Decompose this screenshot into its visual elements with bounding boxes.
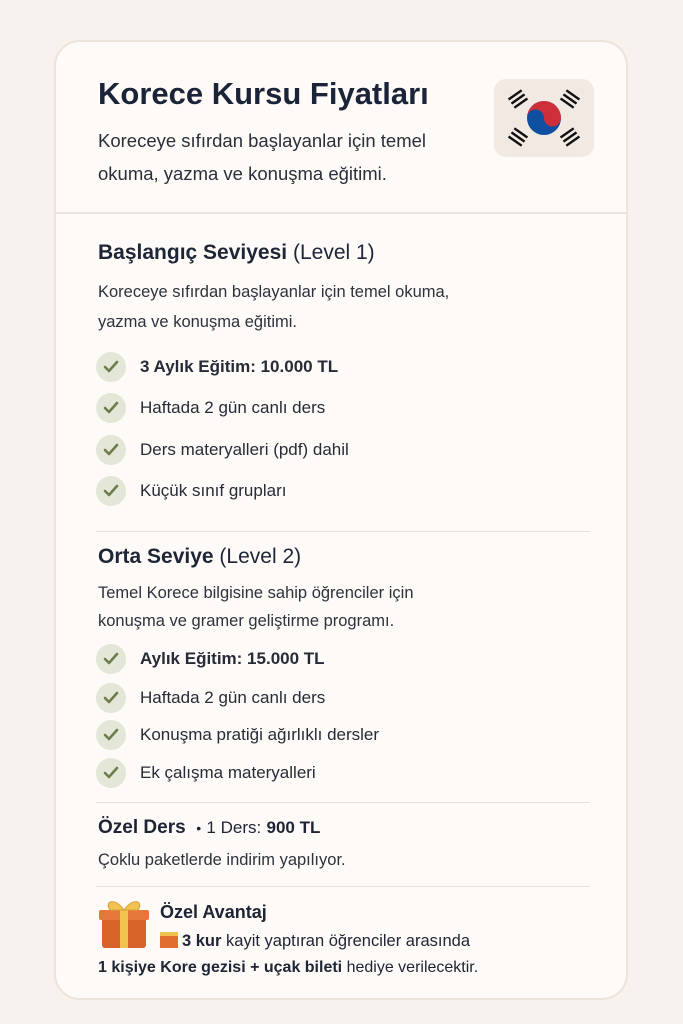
- feature-item: [96, 758, 316, 788]
- bonus-line-2: 1 kişiye Kore gezisi + uçak bileti hediye verilecektir.: [98, 959, 479, 976]
- level2-desc-2: konuşma ve gramer geliştirme programı.: [98, 612, 395, 630]
- pricing-card: [54, 40, 628, 1000]
- gift-icon: [96, 894, 152, 955]
- feature-text: Aylık Eğitim: 15.000 TL: [140, 649, 325, 668]
- feature-text: Ek çalışma materyalleri: [140, 763, 316, 782]
- private-lesson-desc: Çoklu paketlerde indirim yapılıyor.: [98, 851, 346, 869]
- level2-desc-1: Temel Korece bilgisine sahip öğrenciler için: [98, 584, 414, 602]
- feature-item: [96, 435, 349, 465]
- feature-item: [96, 393, 325, 423]
- feature-text: Haftada 2 gün canlı ders: [140, 688, 326, 707]
- divider: [96, 802, 590, 803]
- feature-item: [96, 352, 338, 382]
- check-icon: [96, 435, 126, 465]
- subtitle-line-1: Koreceye sıfırdan başlayanlar için temel: [98, 130, 427, 151]
- feature-text: Konuşma pratiği ağırlıklı dersler: [140, 725, 380, 744]
- feature-item: [96, 644, 325, 674]
- level1-heading: Başlangıç Seviyesi (Level 1): [98, 241, 375, 264]
- feature-item: [96, 476, 286, 506]
- level2-heading: Orta Seviye (Level 2): [98, 545, 302, 568]
- header-divider: [56, 212, 626, 214]
- divider: [96, 531, 590, 532]
- feature-text: Haftada 2 gün canlı ders: [140, 398, 326, 417]
- check-icon: [96, 352, 126, 382]
- bonus-line-1: 3 kur kayit yaptıran öğrenciler arasında: [160, 932, 470, 951]
- feature-item: [96, 720, 379, 750]
- private-lesson-heading: Özel Ders • 1 Ders: 900 TL: [98, 817, 321, 838]
- feature-text: 3 Aylık Eğitim: 10.000 TL: [140, 357, 339, 376]
- divider: [96, 886, 590, 887]
- check-icon: [96, 393, 126, 423]
- small-gift-icon: [160, 932, 178, 948]
- level1-desc-2: yazma ve konuşma eğitimi.: [98, 313, 297, 331]
- check-icon: [96, 644, 126, 674]
- check-icon: [96, 720, 126, 750]
- feature-text: Küçük sınıf grupları: [140, 481, 287, 500]
- korea-flag-icon: [494, 79, 594, 157]
- level1-desc-1: Koreceye sıfırdan başlayanlar için temel okuma,: [98, 283, 450, 301]
- feature-item: [96, 683, 325, 713]
- check-icon: [96, 758, 126, 788]
- page-title: Korece Kursu Fiyatları: [98, 76, 429, 111]
- check-icon: [96, 476, 126, 506]
- feature-text: Ders materyalleri (pdf) dahil: [140, 440, 349, 459]
- bonus-title: Özel Avantaj: [160, 902, 267, 922]
- subtitle-line-2: okuma, yazma ve konuşma eğitimi.: [98, 163, 387, 184]
- check-icon: [96, 683, 126, 713]
